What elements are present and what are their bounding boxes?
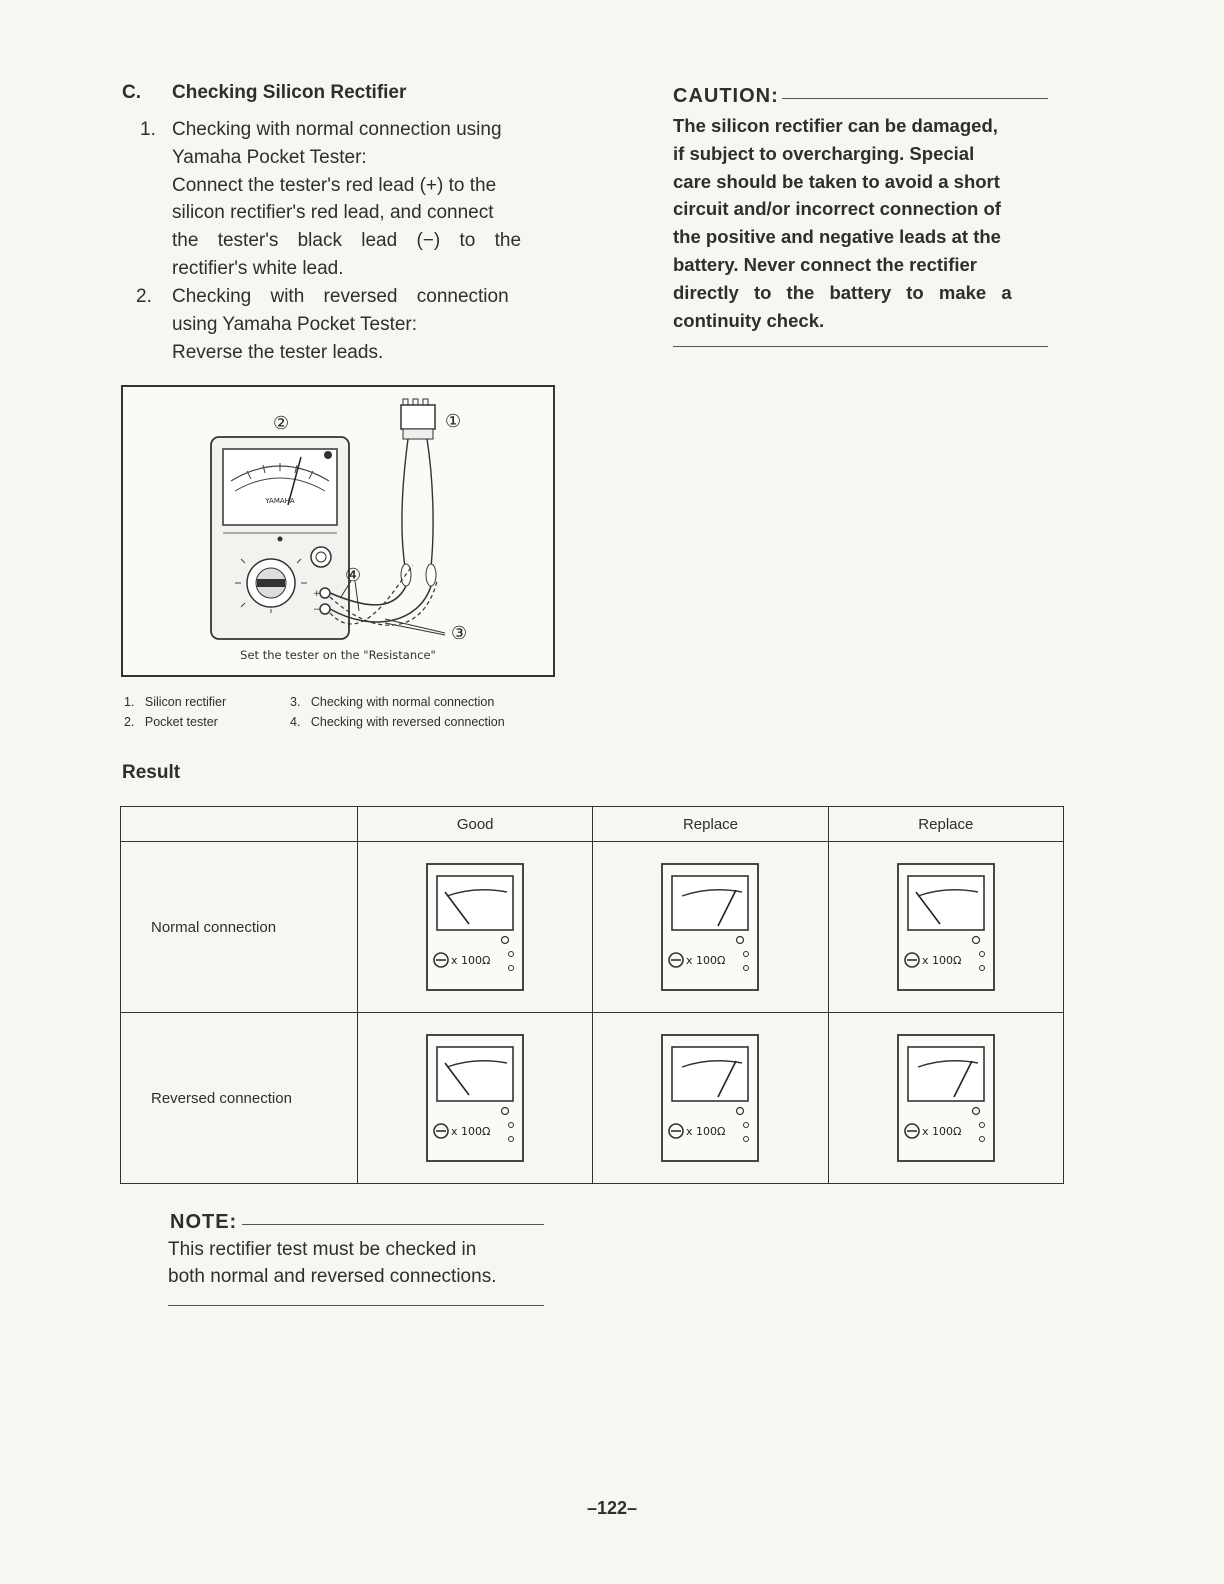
caution-title: CAUTION: [673,85,779,107]
caution-line: circuit and/or incorrect connection of [673,198,1001,220]
step-1-detail-line: silicon rectifier's red lead, and connect [172,202,494,224]
result-row-reversed [121,1013,1064,1184]
caution-line: battery. Never connect the rectifier [673,253,977,275]
result-row-normal [121,842,1064,1013]
note-bottom-rule [168,1305,544,1306]
legend-item: 3. Checking with normal connection [290,695,495,709]
tester-meter-window [223,449,337,525]
note-title-rule [242,1224,544,1225]
legend-item: 4. Checking with reversed connection [290,715,505,729]
caution-body [673,112,1055,334]
meter-icon [896,862,996,992]
note-line: This rectifier test must be checked in [168,1239,477,1260]
result-cell [593,842,828,1013]
result-cell [358,842,593,1013]
step-1-line: Checking with normal connection using [172,119,502,140]
meter-range-label: x 100Ω [921,954,962,967]
note-title: NOTE: [170,1211,238,1233]
meter-icon [660,1033,760,1163]
meter-range-label: x 100Ω [686,954,726,967]
step-1-detail-line: the tester's black lead (−) to the [172,230,522,252]
callout-1: ① [445,411,462,432]
svg-text:−: − [313,605,321,615]
meter-window [908,1047,984,1101]
result-title: Result [122,762,181,783]
meter-icon [660,862,760,992]
silicon-rectifier [401,405,435,429]
meter-range-label: x 100Ω [921,1125,962,1138]
result-col-header: Replace [828,807,1063,842]
legend-col-2 [290,692,560,732]
svg-text:+: + [313,589,321,599]
tester-brand: YAMAHA [265,497,295,505]
meter-window [437,1047,513,1101]
step-2-detail-line: Reverse the tester leads. [172,341,384,363]
step-1-detail-line: Connect the tester's red lead (+) to the [172,174,497,196]
result-row-label: Reversed connection [121,1013,358,1184]
caution-line: continuity check. [673,309,825,331]
caution-line: The silicon rectifier can be damaged, [673,115,998,136]
page-number: –122– [586,1498,638,1518]
positive-jack [320,588,330,598]
result-col-header: Replace [593,807,828,842]
result-header-row [121,807,1064,842]
result-cell [828,1013,1063,1184]
meter-window [437,876,513,930]
step-1-number: 1. [140,119,156,140]
meter-window [672,1047,748,1101]
note-body [168,1236,558,1290]
meter-range-label: x 100Ω [686,1125,726,1138]
callout-4: ④ [345,565,362,586]
caution-line: care should be taken to avoid a short [673,170,1000,192]
step-1-detail-line: rectifier's white lead. [172,257,344,279]
step-2-line: using Yamaha Pocket Tester: [172,313,418,335]
result-cell [593,1013,828,1184]
note-line: both normal and reversed connections. [168,1266,497,1287]
caution-bottom-rule [673,346,1048,347]
section-letter: C. [122,82,141,103]
caution-line: if subject to overcharging. Special [673,142,975,164]
caution-line: directly to the battery to make a [673,281,1012,303]
step-1-text [172,116,554,283]
step-1-line: Yamaha Pocket Tester: [172,146,367,168]
result-cell [828,842,1063,1013]
meter-range-label: x 100Ω [451,954,491,967]
legend-item: 2. Pocket tester [124,715,218,729]
result-table [120,806,1064,1184]
result-cell [358,1013,593,1184]
section-title: Checking Silicon Rectifier [172,82,407,103]
meter-icon [896,1033,996,1163]
negative-jack [320,604,330,614]
tester-illustration [123,387,553,675]
meter-window [908,876,984,930]
callout-3: ③ [451,623,468,644]
meter-icon [425,1033,525,1163]
meter-icon [425,862,525,992]
zero-adjust-knob [311,547,331,567]
result-corner-cell [121,807,358,842]
caution-line: the positive and negative leads at the [673,226,1001,248]
step-2-number: 2. [136,286,152,307]
tester-figure [121,385,555,677]
legend-item: 1. Silicon rectifier [124,695,227,709]
callout-2: ② [273,413,290,434]
caution-title-rule [782,98,1048,99]
result-col-header: Good [358,807,593,842]
step-2-line: Checking with reversed connection [172,286,509,307]
step-2-text [172,283,554,366]
result-row-label: Normal connection [121,842,358,1013]
figure-caption: Set the tester on the "Resistance" [240,648,436,662]
meter-window [672,876,748,930]
legend-col-1 [124,692,284,732]
meter-range-label: x 100Ω [451,1125,491,1138]
